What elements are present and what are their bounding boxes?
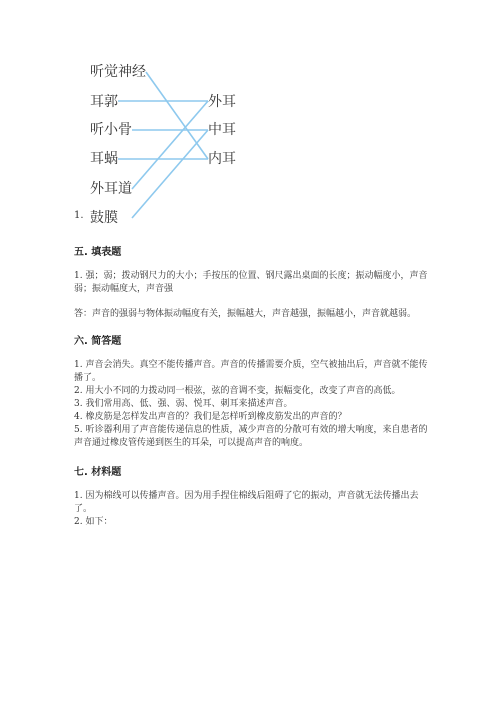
left-term-eardrum: 鼓膜 (90, 210, 118, 226)
answer-paragraph: 1. 强；弱；拨动钢尺力的大小；手按压的位置、钢尺露出桌面的长度；振动幅度小，声音弱；振动幅度大，声音强 (74, 271, 428, 294)
left-term-ossicles: 听小骨 (90, 122, 132, 138)
right-term-inner-ear: 内耳 (208, 151, 236, 167)
section-title: 六. 简答题 (74, 336, 122, 347)
section-short-answer (74, 335, 430, 450)
question-number: 1. (74, 210, 84, 221)
matching-diagram (0, 0, 500, 240)
answer-paragraph: 答：声音的强弱与物体振动幅度有关，振幅越大，声音越强，振幅越小，声音就越弱。 (74, 309, 417, 319)
answer-paragraph: 1. 因为棉线可以传播声音。因为用手捏住棉线后阻碍了它的振动，声音就无法传播出去了。 2. 如下： (74, 491, 419, 527)
connection-line-4 (132, 101, 208, 189)
answer-content (74, 246, 430, 529)
section-title: 五. 填表题 (74, 247, 122, 258)
section-title: 七. 材料题 (74, 467, 122, 478)
connection-line-0 (146, 72, 208, 159)
connection-line-5 (132, 130, 208, 218)
section-fill-table (74, 246, 430, 321)
left-term-auditory-nerve: 听觉神经 (90, 64, 146, 80)
right-term-outer-ear: 外耳 (208, 94, 236, 110)
left-term-ear-canal: 外耳道 (90, 181, 132, 197)
connection-lines (0, 0, 500, 240)
section-material (74, 466, 430, 529)
left-term-auricle: 耳郭 (90, 94, 118, 110)
right-term-middle-ear: 中耳 (208, 122, 236, 138)
answer-paragraph: 1. 声音会消失。真空不能传播声音。声音的传播需要介质，空气被抽出后，声音就不能传播了。 2. 用大小不同的力拨动同一根弦，弦的音调不变，振幅变化，改变了声音的高低。 3. 我们常用高、低、强、弱、悦耳、刺耳来描述声音。 4. 橡皮筋是怎样发出声音的？我们是怎样听到橡皮筋发出的声音的？ 5. 听诊器利用了声音能传递信息的性质，减少声音的分散可有效的增大响度，来自患者的声音通过橡皮管传递到医生的耳朵，可以提高声音的响度。 (74, 360, 428, 448)
left-term-cochlea: 耳蜗 (90, 151, 118, 167)
